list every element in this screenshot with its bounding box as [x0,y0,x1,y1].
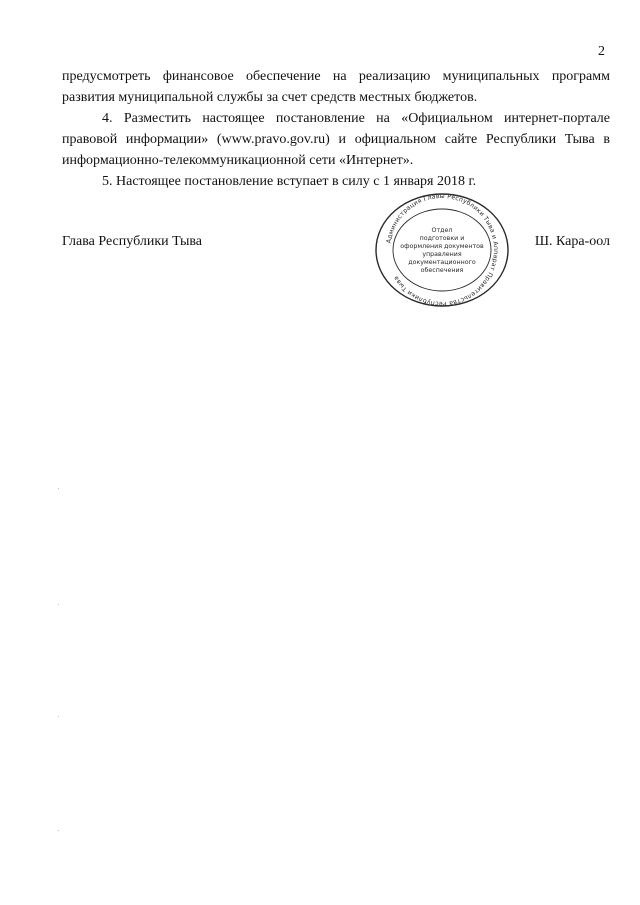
seal-ring-text: Администрация Главы Республики Тыва и Аппарат Правительства Республики Тыва [385,192,500,308]
seal-center-line: Отдел [431,227,453,234]
paragraph-item-5: 5. Настоящее постановление вступает в силу с 1 января 2018 г. [102,174,477,189]
paragraph-item-4: 4. Разместить настоящее постановление на «Официальном интернет-портале правовой информации» (www.pravo.gov.ru) и официальном сайте Республики Тыва в информационно-телекоммуникационной сети «Интернет». [62,111,610,168]
margin-speck [58,830,59,831]
margin-speck [58,488,59,489]
seal-center-line: документационного [408,259,476,266]
official-seal-stamp [372,191,512,309]
margin-speck [58,604,59,605]
svg-text:Администрация Главы Республики [385,193,499,307]
document-body [62,66,610,192]
seal-center-line: подготовки и [419,235,465,242]
page-number: 2 [598,44,605,59]
paragraph-continuation: предусмотреть финансовое обеспечение на реализацию муниципальных программ развития муниципальной службы за счет средств местных бюджетов. [62,69,610,105]
signature-block [62,234,610,258]
seal-center-line: оформления документов [400,243,484,250]
seal-graphic [372,191,512,309]
margin-speck [58,716,59,717]
seal-center-line: управления [422,251,462,258]
signer-name: Ш. Кара-оол [534,234,610,249]
seal-center-line: обеспечения [420,267,464,274]
signer-title: Глава Республики Тыва [62,234,203,249]
